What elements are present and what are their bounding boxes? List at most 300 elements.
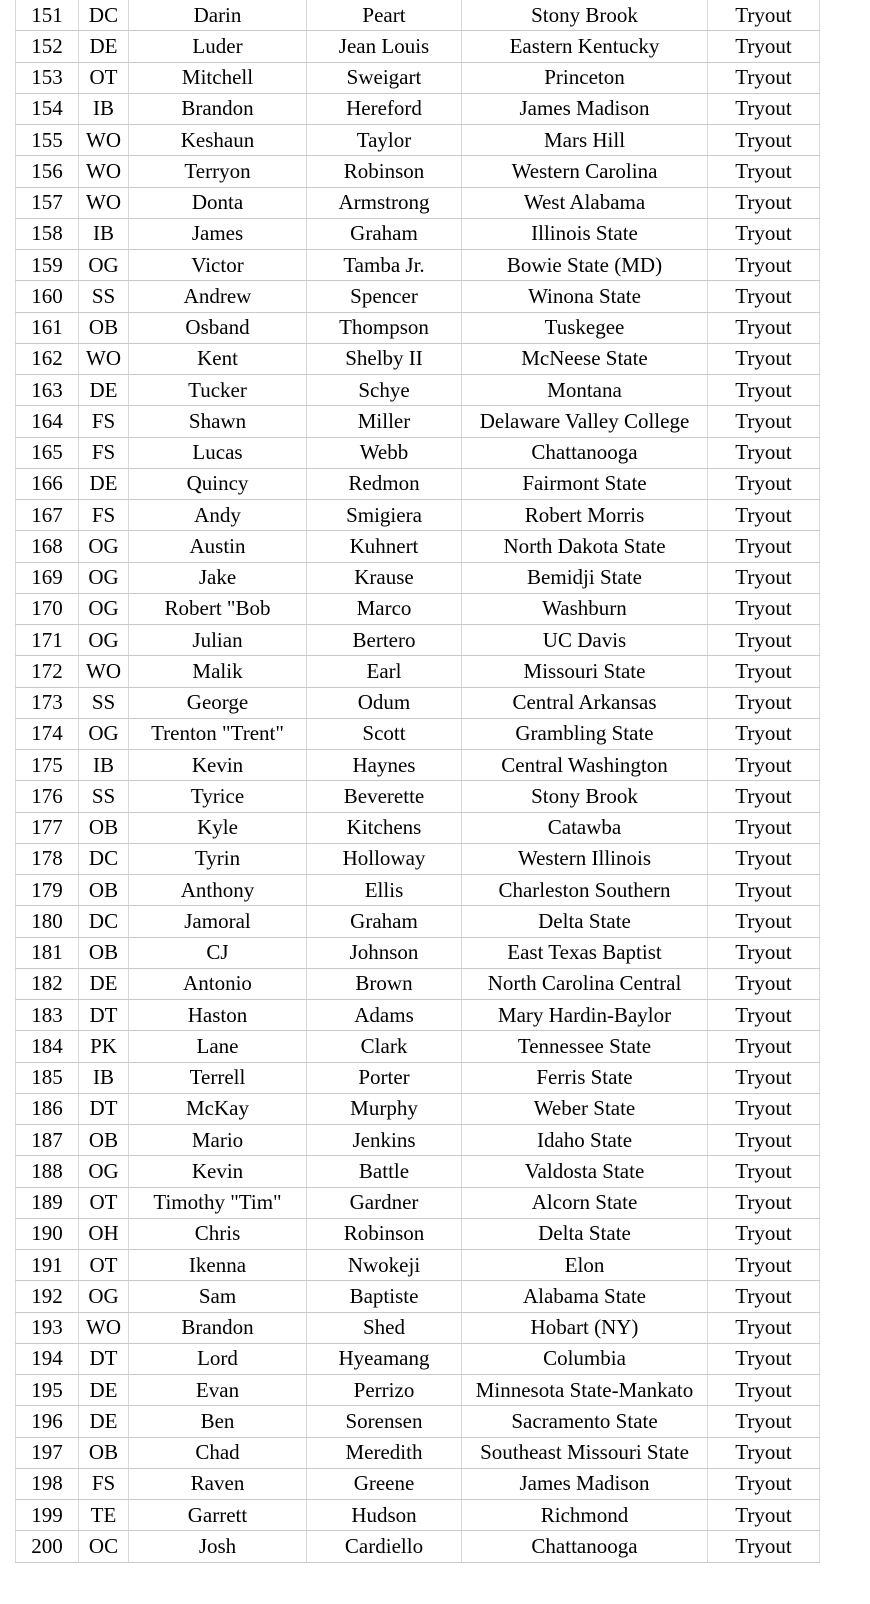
position-cell: OB [79, 312, 129, 343]
table-row [16, 1062, 820, 1093]
status-cell: Tryout [708, 968, 820, 999]
player-number-cell: 186 [16, 1093, 79, 1124]
first-name-cell: Lane [129, 1031, 307, 1062]
school-cell: Montana [462, 375, 708, 406]
last-name-cell: Baptiste [307, 1281, 462, 1312]
first-name-cell: Evan [129, 1375, 307, 1406]
first-name-cell: Andrew [129, 281, 307, 312]
status-cell: Tryout [708, 93, 820, 124]
first-name-cell: Luder [129, 31, 307, 62]
status-cell: Tryout [708, 250, 820, 281]
first-name-cell: Kent [129, 343, 307, 374]
position-cell: OG [79, 562, 129, 593]
table-row [16, 1187, 820, 1218]
player-number-cell: 174 [16, 718, 79, 749]
last-name-cell: Holloway [307, 843, 462, 874]
status-cell: Tryout [708, 1343, 820, 1374]
player-number-cell: 191 [16, 1250, 79, 1281]
last-name-cell: Graham [307, 906, 462, 937]
last-name-cell: Perrizo [307, 1375, 462, 1406]
school-cell: Chattanooga [462, 437, 708, 468]
school-cell: Charleston Southern [462, 875, 708, 906]
last-name-cell: Adams [307, 1000, 462, 1031]
position-cell: OB [79, 812, 129, 843]
first-name-cell: CJ [129, 937, 307, 968]
position-cell: WO [79, 156, 129, 187]
table-row [16, 31, 820, 62]
status-cell: Tryout [708, 1406, 820, 1437]
player-number-cell: 168 [16, 531, 79, 562]
first-name-cell: Chris [129, 1218, 307, 1249]
player-number-cell: 157 [16, 187, 79, 218]
last-name-cell: Scott [307, 718, 462, 749]
school-cell: Illinois State [462, 218, 708, 249]
first-name-cell: Timothy "Tim" [129, 1187, 307, 1218]
player-number-cell: 167 [16, 500, 79, 531]
player-number-cell: 194 [16, 1343, 79, 1374]
school-cell: West Alabama [462, 187, 708, 218]
table-row [16, 718, 820, 749]
table-row [16, 437, 820, 468]
status-cell: Tryout [708, 750, 820, 781]
player-number-cell: 154 [16, 93, 79, 124]
first-name-cell: Jamoral [129, 906, 307, 937]
school-cell: Valdosta State [462, 1156, 708, 1187]
school-cell: Central Arkansas [462, 687, 708, 718]
last-name-cell: Schye [307, 375, 462, 406]
school-cell: Princeton [462, 62, 708, 93]
last-name-cell: Hyeamang [307, 1343, 462, 1374]
first-name-cell: Donta [129, 187, 307, 218]
first-name-cell: Andy [129, 500, 307, 531]
last-name-cell: Webb [307, 437, 462, 468]
first-name-cell: Ikenna [129, 1250, 307, 1281]
player-number-cell: 197 [16, 1437, 79, 1468]
first-name-cell: Kevin [129, 1156, 307, 1187]
last-name-cell: Spencer [307, 281, 462, 312]
first-name-cell: Raven [129, 1468, 307, 1499]
position-cell: DE [79, 468, 129, 499]
school-cell: North Dakota State [462, 531, 708, 562]
table-row [16, 1031, 820, 1062]
player-number-cell: 182 [16, 968, 79, 999]
last-name-cell: Johnson [307, 937, 462, 968]
player-number-cell: 173 [16, 687, 79, 718]
last-name-cell: Shelby II [307, 343, 462, 374]
position-cell: IB [79, 1062, 129, 1093]
table-row [16, 93, 820, 124]
status-cell: Tryout [708, 62, 820, 93]
first-name-cell: Lucas [129, 437, 307, 468]
last-name-cell: Shed [307, 1312, 462, 1343]
position-cell: OH [79, 1218, 129, 1249]
table-row [16, 1437, 820, 1468]
last-name-cell: Tamba Jr. [307, 250, 462, 281]
school-cell: Eastern Kentucky [462, 31, 708, 62]
status-cell: Tryout [708, 312, 820, 343]
school-cell: Delta State [462, 906, 708, 937]
school-cell: James Madison [462, 93, 708, 124]
table-row [16, 812, 820, 843]
table-row [16, 968, 820, 999]
player-number-cell: 196 [16, 1406, 79, 1437]
school-cell: Sacramento State [462, 1406, 708, 1437]
position-cell: DT [79, 1000, 129, 1031]
last-name-cell: Robinson [307, 1218, 462, 1249]
status-cell: Tryout [708, 531, 820, 562]
player-number-cell: 183 [16, 1000, 79, 1031]
status-cell: Tryout [708, 1156, 820, 1187]
player-number-cell: 159 [16, 250, 79, 281]
last-name-cell: Cardiello [307, 1531, 462, 1562]
position-cell: DC [79, 906, 129, 937]
position-cell: WO [79, 343, 129, 374]
table-row [16, 1468, 820, 1499]
status-cell: Tryout [708, 468, 820, 499]
status-cell: Tryout [708, 0, 820, 31]
school-cell: Chattanooga [462, 1531, 708, 1562]
status-cell: Tryout [708, 343, 820, 374]
position-cell: IB [79, 218, 129, 249]
table-row [16, 1375, 820, 1406]
player-number-cell: 179 [16, 875, 79, 906]
status-cell: Tryout [708, 437, 820, 468]
last-name-cell: Smigiera [307, 500, 462, 531]
status-cell: Tryout [708, 1437, 820, 1468]
player-number-cell: 170 [16, 593, 79, 624]
table-row [16, 0, 820, 31]
position-cell: OB [79, 1437, 129, 1468]
player-number-cell: 161 [16, 312, 79, 343]
position-cell: WO [79, 187, 129, 218]
position-cell: SS [79, 687, 129, 718]
status-cell: Tryout [708, 687, 820, 718]
player-number-cell: 187 [16, 1125, 79, 1156]
player-number-cell: 190 [16, 1218, 79, 1249]
status-cell: Tryout [708, 1281, 820, 1312]
school-cell: Richmond [462, 1500, 708, 1531]
player-number-cell: 192 [16, 1281, 79, 1312]
status-cell: Tryout [708, 625, 820, 656]
position-cell: DT [79, 1343, 129, 1374]
school-cell: Bowie State (MD) [462, 250, 708, 281]
last-name-cell: Bertero [307, 625, 462, 656]
position-cell: WO [79, 1312, 129, 1343]
table-row [16, 625, 820, 656]
school-cell: Stony Brook [462, 0, 708, 31]
last-name-cell: Robinson [307, 156, 462, 187]
last-name-cell: Hudson [307, 1500, 462, 1531]
last-name-cell: Nwokeji [307, 1250, 462, 1281]
last-name-cell: Greene [307, 1468, 462, 1499]
school-cell: Washburn [462, 593, 708, 624]
first-name-cell: James [129, 218, 307, 249]
player-number-cell: 164 [16, 406, 79, 437]
table-row [16, 593, 820, 624]
school-cell: Elon [462, 1250, 708, 1281]
school-cell: Tuskegee [462, 312, 708, 343]
position-cell: OG [79, 625, 129, 656]
school-cell: Ferris State [462, 1062, 708, 1093]
school-cell: McNeese State [462, 343, 708, 374]
table-row [16, 187, 820, 218]
position-cell: PK [79, 1031, 129, 1062]
last-name-cell: Clark [307, 1031, 462, 1062]
player-number-cell: 169 [16, 562, 79, 593]
first-name-cell: Terryon [129, 156, 307, 187]
player-number-cell: 180 [16, 906, 79, 937]
status-cell: Tryout [708, 1125, 820, 1156]
player-number-cell: 166 [16, 468, 79, 499]
position-cell: OT [79, 1187, 129, 1218]
player-number-cell: 152 [16, 31, 79, 62]
position-cell: IB [79, 750, 129, 781]
last-name-cell: Graham [307, 218, 462, 249]
status-cell: Tryout [708, 593, 820, 624]
position-cell: OG [79, 718, 129, 749]
player-number-cell: 158 [16, 218, 79, 249]
position-cell: OT [79, 1250, 129, 1281]
position-cell: SS [79, 281, 129, 312]
player-number-cell: 171 [16, 625, 79, 656]
last-name-cell: Beverette [307, 781, 462, 812]
school-cell: Alabama State [462, 1281, 708, 1312]
player-number-cell: 193 [16, 1312, 79, 1343]
table-row [16, 281, 820, 312]
status-cell: Tryout [708, 281, 820, 312]
player-number-cell: 199 [16, 1500, 79, 1531]
school-cell: Catawba [462, 812, 708, 843]
position-cell: WO [79, 656, 129, 687]
last-name-cell: Taylor [307, 125, 462, 156]
school-cell: Western Illinois [462, 843, 708, 874]
first-name-cell: Malik [129, 656, 307, 687]
player-number-cell: 162 [16, 343, 79, 374]
status-cell: Tryout [708, 1062, 820, 1093]
school-cell: Alcorn State [462, 1187, 708, 1218]
school-cell: Hobart (NY) [462, 1312, 708, 1343]
player-number-cell: 177 [16, 812, 79, 843]
status-cell: Tryout [708, 1500, 820, 1531]
table-row [16, 62, 820, 93]
table-row [16, 781, 820, 812]
table-row [16, 1156, 820, 1187]
status-cell: Tryout [708, 1093, 820, 1124]
last-name-cell: Jenkins [307, 1125, 462, 1156]
first-name-cell: Trenton "Trent" [129, 718, 307, 749]
first-name-cell: George [129, 687, 307, 718]
position-cell: FS [79, 406, 129, 437]
status-cell: Tryout [708, 843, 820, 874]
roster-body [16, 0, 820, 1562]
table-row [16, 312, 820, 343]
school-cell: Tennessee State [462, 1031, 708, 1062]
last-name-cell: Kuhnert [307, 531, 462, 562]
player-number-cell: 184 [16, 1031, 79, 1062]
school-cell: Stony Brook [462, 781, 708, 812]
school-cell: Southeast Missouri State [462, 1437, 708, 1468]
position-cell: OG [79, 250, 129, 281]
table-row [16, 906, 820, 937]
position-cell: OG [79, 1281, 129, 1312]
school-cell: Fairmont State [462, 468, 708, 499]
first-name-cell: Austin [129, 531, 307, 562]
position-cell: DT [79, 1093, 129, 1124]
table-row [16, 500, 820, 531]
player-number-cell: 172 [16, 656, 79, 687]
position-cell: FS [79, 437, 129, 468]
player-number-cell: 188 [16, 1156, 79, 1187]
status-cell: Tryout [708, 875, 820, 906]
position-cell: IB [79, 93, 129, 124]
status-cell: Tryout [708, 937, 820, 968]
table-row [16, 656, 820, 687]
last-name-cell: Brown [307, 968, 462, 999]
position-cell: OG [79, 1156, 129, 1187]
first-name-cell: Tyrin [129, 843, 307, 874]
last-name-cell: Peart [307, 0, 462, 31]
player-number-cell: 155 [16, 125, 79, 156]
first-name-cell: Brandon [129, 93, 307, 124]
last-name-cell: Redmon [307, 468, 462, 499]
last-name-cell: Sweigart [307, 62, 462, 93]
roster-table [15, 0, 820, 1563]
player-number-cell: 181 [16, 937, 79, 968]
first-name-cell: Sam [129, 1281, 307, 1312]
status-cell: Tryout [708, 562, 820, 593]
table-row [16, 468, 820, 499]
status-cell: Tryout [708, 1000, 820, 1031]
table-row [16, 687, 820, 718]
first-name-cell: Terrell [129, 1062, 307, 1093]
first-name-cell: Brandon [129, 1312, 307, 1343]
school-cell: Mary Hardin-Baylor [462, 1000, 708, 1031]
last-name-cell: Meredith [307, 1437, 462, 1468]
school-cell: Weber State [462, 1093, 708, 1124]
position-cell: OG [79, 593, 129, 624]
first-name-cell: Jake [129, 562, 307, 593]
school-cell: East Texas Baptist [462, 937, 708, 968]
school-cell: Bemidji State [462, 562, 708, 593]
school-cell: Grambling State [462, 718, 708, 749]
table-row [16, 1343, 820, 1374]
status-cell: Tryout [708, 781, 820, 812]
school-cell: Mars Hill [462, 125, 708, 156]
school-cell: UC Davis [462, 625, 708, 656]
position-cell: OB [79, 1125, 129, 1156]
table-row [16, 1218, 820, 1249]
last-name-cell: Battle [307, 1156, 462, 1187]
status-cell: Tryout [708, 1375, 820, 1406]
status-cell: Tryout [708, 156, 820, 187]
player-number-cell: 195 [16, 1375, 79, 1406]
table-row [16, 406, 820, 437]
status-cell: Tryout [708, 812, 820, 843]
player-number-cell: 200 [16, 1531, 79, 1562]
player-number-cell: 156 [16, 156, 79, 187]
last-name-cell: Sorensen [307, 1406, 462, 1437]
first-name-cell: Lord [129, 1343, 307, 1374]
first-name-cell: Tyrice [129, 781, 307, 812]
table-row [16, 343, 820, 374]
status-cell: Tryout [708, 187, 820, 218]
player-number-cell: 198 [16, 1468, 79, 1499]
last-name-cell: Gardner [307, 1187, 462, 1218]
school-cell: Delaware Valley College [462, 406, 708, 437]
last-name-cell: Earl [307, 656, 462, 687]
table-row [16, 937, 820, 968]
school-cell: Western Carolina [462, 156, 708, 187]
status-cell: Tryout [708, 1250, 820, 1281]
first-name-cell: Robert "Bob [129, 593, 307, 624]
first-name-cell: Anthony [129, 875, 307, 906]
first-name-cell: Mitchell [129, 62, 307, 93]
table-row [16, 562, 820, 593]
last-name-cell: Jean Louis [307, 31, 462, 62]
table-row [16, 1093, 820, 1124]
position-cell: OG [79, 531, 129, 562]
first-name-cell: Tucker [129, 375, 307, 406]
player-number-cell: 163 [16, 375, 79, 406]
school-cell: Robert Morris [462, 500, 708, 531]
table-row [16, 843, 820, 874]
last-name-cell: Porter [307, 1062, 462, 1093]
status-cell: Tryout [708, 656, 820, 687]
position-cell: FS [79, 1468, 129, 1499]
player-number-cell: 153 [16, 62, 79, 93]
position-cell: OC [79, 1531, 129, 1562]
status-cell: Tryout [708, 406, 820, 437]
status-cell: Tryout [708, 718, 820, 749]
player-number-cell: 176 [16, 781, 79, 812]
status-cell: Tryout [708, 1468, 820, 1499]
position-cell: DE [79, 1406, 129, 1437]
first-name-cell: Chad [129, 1437, 307, 1468]
last-name-cell: Haynes [307, 750, 462, 781]
position-cell: WO [79, 125, 129, 156]
first-name-cell: Kevin [129, 750, 307, 781]
first-name-cell: Shawn [129, 406, 307, 437]
position-cell: DC [79, 0, 129, 31]
school-cell: Delta State [462, 1218, 708, 1249]
first-name-cell: Garrett [129, 1500, 307, 1531]
first-name-cell: Quincy [129, 468, 307, 499]
school-cell: Idaho State [462, 1125, 708, 1156]
table-row [16, 250, 820, 281]
first-name-cell: Julian [129, 625, 307, 656]
first-name-cell: Antonio [129, 968, 307, 999]
player-number-cell: 165 [16, 437, 79, 468]
player-number-cell: 189 [16, 1187, 79, 1218]
status-cell: Tryout [708, 125, 820, 156]
table-row [16, 218, 820, 249]
status-cell: Tryout [708, 1187, 820, 1218]
table-row [16, 156, 820, 187]
position-cell: DC [79, 843, 129, 874]
player-number-cell: 185 [16, 1062, 79, 1093]
last-name-cell: Krause [307, 562, 462, 593]
table-row [16, 1000, 820, 1031]
position-cell: TE [79, 1500, 129, 1531]
position-cell: OB [79, 875, 129, 906]
school-cell: Winona State [462, 281, 708, 312]
player-number-cell: 175 [16, 750, 79, 781]
first-name-cell: Ben [129, 1406, 307, 1437]
player-number-cell: 178 [16, 843, 79, 874]
status-cell: Tryout [708, 1031, 820, 1062]
school-cell: Columbia [462, 1343, 708, 1374]
first-name-cell: Mario [129, 1125, 307, 1156]
